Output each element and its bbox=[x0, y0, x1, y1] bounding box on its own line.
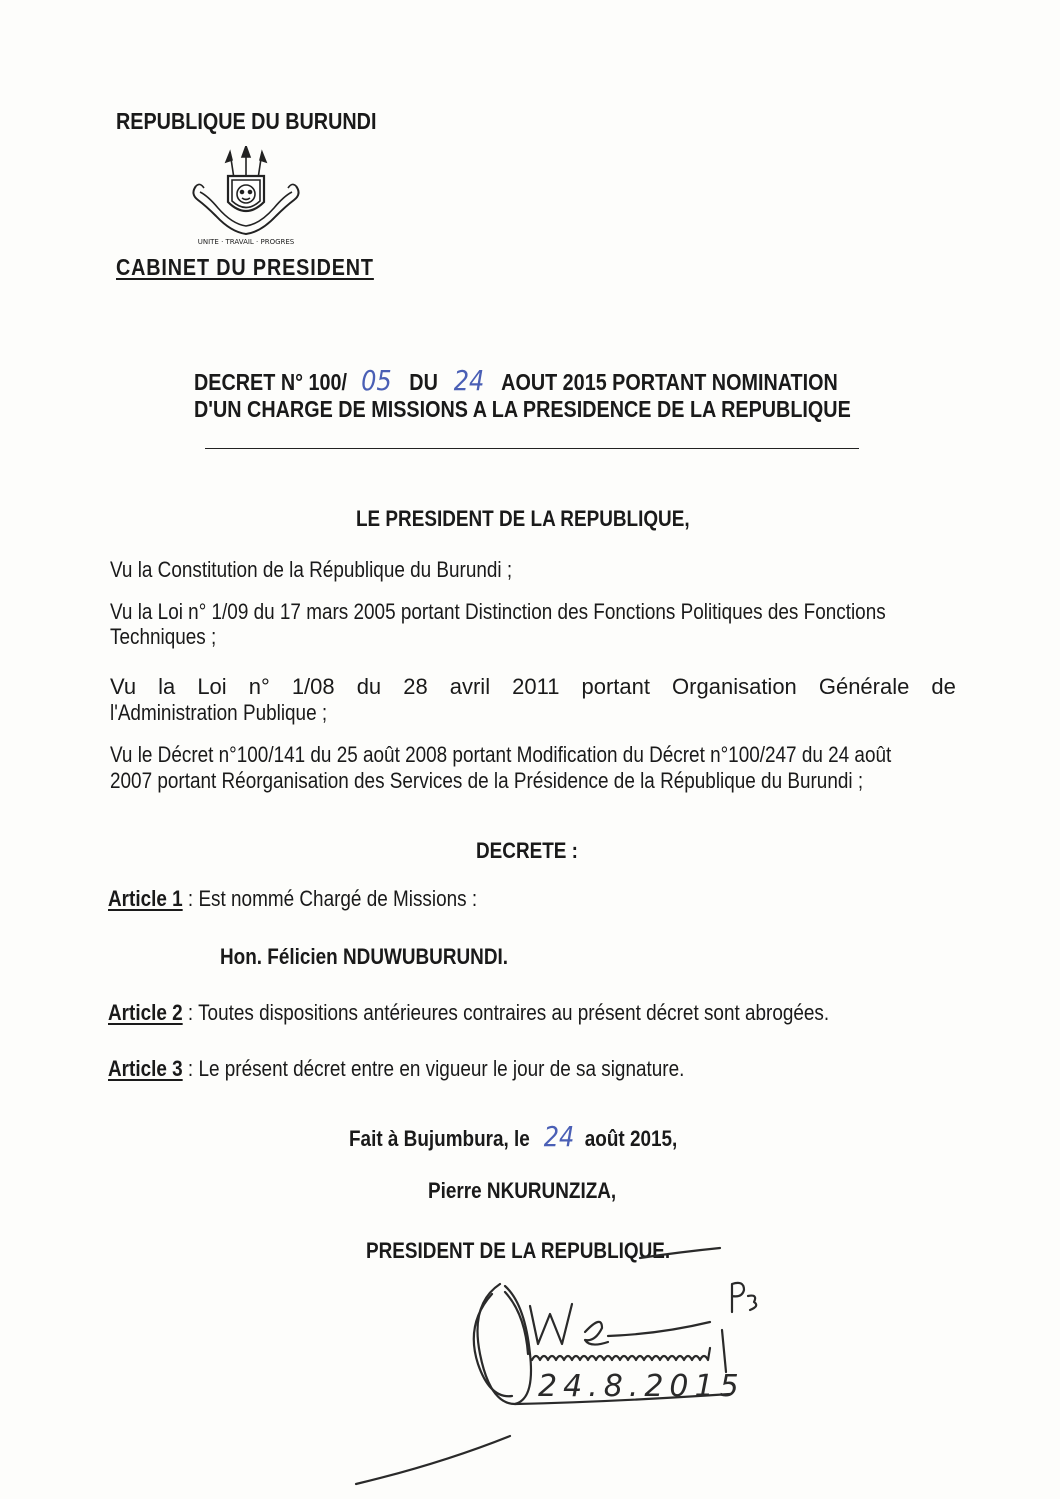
vu-decret-line1: Vu le Décret n°100/141 du 25 août 2008 portant Modification du Décret n°100/247 du 24 août bbox=[110, 742, 892, 767]
vu3-word: Organisation bbox=[672, 674, 797, 699]
article-3-text: : Le présent décret entre en vigueur le jour de sa signature. bbox=[182, 1056, 685, 1081]
signature-date-handwritten: 24.8.2015 bbox=[538, 1369, 745, 1404]
decree-day-handwritten: 24 bbox=[453, 364, 485, 397]
article-2 bbox=[108, 1000, 829, 1026]
decrete-heading: DECRETE : bbox=[476, 838, 578, 863]
article-3-label: Article 3 bbox=[108, 1056, 183, 1081]
decree-title-line2: D'UN CHARGE DE MISSIONS A LA PRESIDENCE DE LA REPUBLIQUE bbox=[194, 396, 851, 422]
signatory-title: PRESIDENT DE LA REPUBLIQUE. bbox=[366, 1238, 671, 1263]
vu-loi-1-09-line1: Vu la Loi n° 1/09 du 17 mars 2005 portant Distinction des Fonctions Politiques des Fonctions bbox=[110, 599, 886, 624]
decree-prefix: DECRET N° 100/ bbox=[194, 369, 348, 395]
title-rule bbox=[205, 448, 859, 449]
article-3 bbox=[108, 1056, 684, 1082]
article-2-label: Article 2 bbox=[108, 1000, 183, 1025]
decree-du: DU bbox=[409, 369, 438, 395]
svg-text:UNITE · TRAVAIL · PROGRES: UNITE · TRAVAIL · PROGRES bbox=[197, 238, 295, 246]
place-date-line bbox=[349, 1120, 677, 1153]
article-2-text: : Toutes dispositions antérieures contraires au présent décret sont abrogées. bbox=[182, 1000, 830, 1025]
vu3-word: de bbox=[931, 674, 956, 699]
vu3-word: Loi bbox=[197, 674, 227, 699]
place-date-suffix: août 2015, bbox=[584, 1126, 678, 1151]
vu-decret-line2: 2007 portant Réorganisation des Services de la Présidence de la République du Burundi ; bbox=[110, 768, 864, 793]
vu3-word: Générale bbox=[818, 674, 910, 699]
decree-title-line1 bbox=[194, 364, 838, 397]
decree-title-rest: AOUT 2015 PORTANT NOMINATION bbox=[501, 369, 838, 395]
vu-constitution: Vu la Constitution de la République du Burundi ; bbox=[110, 557, 513, 582]
office-name: CABINET DU PRESIDENT bbox=[116, 254, 374, 280]
vu3-word: n° bbox=[248, 674, 270, 699]
vu3-word: portant bbox=[581, 674, 650, 699]
coat-of-arms-emblem bbox=[186, 146, 306, 250]
signatory-name: Pierre NKURUNZIZA, bbox=[428, 1178, 617, 1203]
vu-loi-1-09-line2: Techniques ; bbox=[110, 624, 217, 649]
vu3-word: 2011 bbox=[512, 674, 560, 699]
nominee-name: Hon. Félicien NDUWUBURUNDI. bbox=[220, 944, 509, 969]
vu3-word: la bbox=[158, 674, 176, 699]
place-date-prefix: Fait à Bujumbura, le bbox=[349, 1126, 530, 1151]
vu3-word: du bbox=[356, 674, 382, 699]
vu3-word: 28 bbox=[403, 674, 428, 699]
vu-loi-1-08-line2: l'Administration Publique ; bbox=[110, 700, 328, 725]
vu3-word: Vu bbox=[110, 674, 137, 699]
article-1 bbox=[108, 886, 477, 912]
preamble-heading: LE PRESIDENT DE LA REPUBLIQUE, bbox=[356, 506, 690, 531]
vu-loi-1-08-line1 bbox=[110, 674, 956, 700]
signing-day-handwritten: 24 bbox=[543, 1120, 575, 1153]
vu3-word: avril bbox=[449, 674, 491, 699]
article-1-label: Article 1 bbox=[108, 886, 183, 911]
article-1-text: : Est nommé Chargé de Missions : bbox=[182, 886, 478, 911]
vu3-word: 1/08 bbox=[291, 674, 335, 699]
handwritten-signature bbox=[340, 1244, 780, 1494]
country-name: REPUBLIQUE DU BURUNDI bbox=[116, 108, 377, 134]
decree-number-handwritten: 05 bbox=[361, 364, 392, 397]
